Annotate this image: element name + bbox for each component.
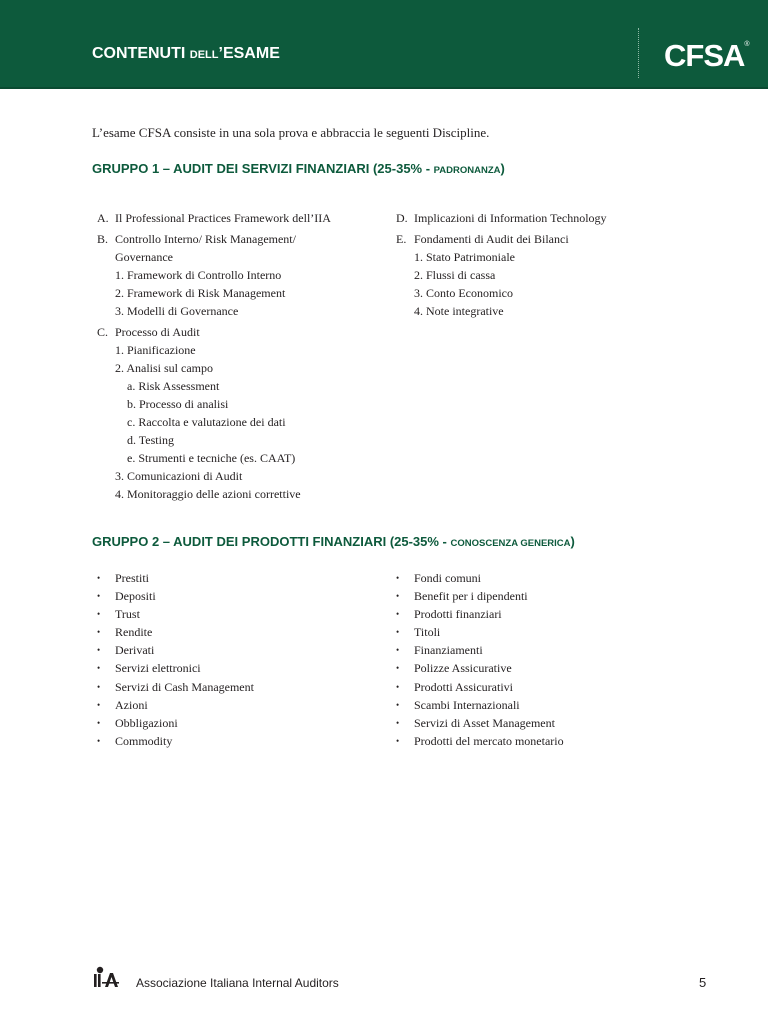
list-item: • Scambi Internazionali — [396, 696, 564, 714]
list-item: • Obbligazioni — [97, 714, 254, 732]
list-item: • Commodity — [97, 732, 254, 750]
group2-left-list — [97, 569, 254, 750]
group1-right-column — [396, 209, 696, 320]
sub-item: 1. Pianificazione — [115, 343, 196, 357]
iia-logo-icon — [93, 966, 119, 988]
sub-item: 2. Analisi sul campo — [115, 361, 213, 375]
sub-sub-item: c. Raccolta e valutazione dei dati — [127, 415, 286, 429]
group1-left-column — [97, 209, 387, 503]
sub-item: 4. Monitoraggio delle azioni correttive — [115, 487, 301, 501]
group2-right-list — [396, 569, 564, 750]
list-item: • Servizi di Cash Management — [97, 678, 254, 696]
sub-sub-item: d. Testing — [127, 433, 174, 447]
header-divider — [638, 28, 639, 78]
sub-item: 1. Stato Patrimoniale — [414, 250, 515, 264]
intro-text: L’esame CFSA consiste in una sola prova e abbraccia le seguenti Discipline. — [92, 125, 490, 140]
list-item: • Trust — [97, 605, 254, 623]
sub-item: 4. Note integrative — [414, 304, 504, 318]
discipline-item-c: C. Processo di Audit 1. Pianificazione 2. Analisi sul campo a. Risk Assessment b. Processo di analisi c. Raccolta e valutazione dei dati d. Testing e. Strumenti e tecniche (es. CAAT) 3. Comunicazioni di Audit 4. Monitoraggio delle azioni correttive — [97, 323, 387, 503]
list-item: • Prodotti Assicurativi — [396, 678, 564, 696]
list-item: • Polizze Assicurative — [396, 659, 564, 677]
sub-item: 3. Modelli di Governance — [115, 304, 239, 318]
sub-item: 2. Framework di Risk Management — [115, 286, 286, 300]
sub-item: 2. Flussi di cassa — [414, 268, 496, 282]
list-item: • Depositi — [97, 587, 254, 605]
discipline-item-e: E. Fondamenti di Audit dei Bilanci 1. Stato Patrimoniale 2. Flussi di cassa 3. Conto Economico 4. Note integrative — [396, 230, 696, 320]
list-item: • Benefit per i dipendenti — [396, 587, 564, 605]
sub-item: 3. Comunicazioni di Audit — [115, 469, 243, 483]
list-item: • Servizi di Asset Management — [396, 714, 564, 732]
page-number: 5 — [699, 975, 707, 990]
discipline-item-b: B. Controllo Interno/ Risk Management/ Governance 1. Framework di Controllo Interno 2. Framework di Risk Management 3. Modelli di Governance — [97, 230, 387, 320]
footer-organization: Associazione Italiana Internal Auditors — [136, 976, 339, 990]
list-item: • Finanziamenti — [396, 641, 564, 659]
sub-item: 1. Framework di Controllo Interno — [115, 268, 282, 282]
list-item: • Prestiti — [97, 569, 254, 587]
list-item: • Titoli — [396, 623, 564, 641]
group2-title: GRUPPO 2 – AUDIT DEI PRODOTTI FINANZIARI (25-35% - CONOSCENZA GENERICA) — [92, 534, 575, 549]
page-title: CONTENUTI DELL’ESAME — [92, 45, 280, 62]
sub-sub-item: b. Processo di analisi — [127, 397, 229, 411]
discipline-item-d: D. Implicazioni di Information Technology — [396, 211, 607, 225]
list-item: • Rendite — [97, 623, 254, 641]
list-item: • Prodotti finanziari — [396, 605, 564, 623]
sub-sub-item: e. Strumenti e tecniche (es. CAAT) — [127, 451, 296, 465]
discipline-item-a: A. Il Professional Practices Framework dell’IIA — [97, 211, 331, 225]
cfsa-logo: CFSA® — [664, 38, 749, 73]
list-item: • Derivati — [97, 641, 254, 659]
page-header — [0, 0, 768, 89]
list-item: • Prodotti del mercato monetario — [396, 732, 564, 750]
sub-item: 3. Conto Economico — [414, 286, 513, 300]
list-item: • Servizi elettronici — [97, 659, 254, 677]
sub-sub-item: a. Risk Assessment — [127, 379, 220, 393]
group1-title: GRUPPO 1 – AUDIT DEI SERVIZI FINANZIARI (25-35% - PADRONANZA) — [92, 161, 505, 176]
list-item: • Azioni — [97, 696, 254, 714]
list-item: • Fondi comuni — [396, 569, 564, 587]
